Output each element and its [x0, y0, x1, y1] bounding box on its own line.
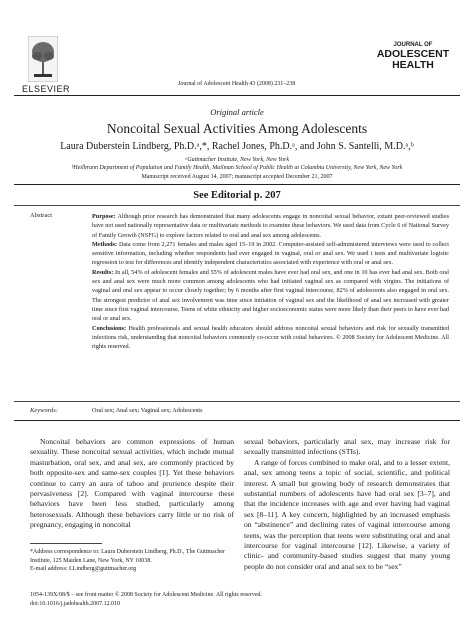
publisher-wordmark: ELSEVIER [22, 84, 71, 94]
results-label: Results: [92, 268, 114, 276]
brand-line-3: HEALTH [392, 59, 434, 71]
body-right-column [244, 437, 450, 572]
brand-line-1: JOURNAL OF [393, 42, 433, 48]
footnote-rule [30, 543, 102, 544]
header-rule [14, 95, 460, 96]
keywords-rule-top [14, 401, 460, 402]
article-title: Noncoital Sexual Activities Among Adolescents [106, 121, 368, 136]
doi-line[interactable]: doi:10.1016/j.jadohealth.2007.12.010 [30, 600, 121, 607]
editorial-rule-top [14, 184, 460, 185]
purpose-text: Although prior research has demonstrated that many adolescents engage in noncoital sexual behavior, extant peer-reviewed studies have not used nationally representative data or multivariate methods to examine these behaviors. We used data from Cycle 6 of National Survey of Family Growth (NSFG) to explore factors related to oral and anal sex among adolescents. [92, 213, 449, 239]
abstract-label: Abstract [30, 212, 53, 219]
conclusions-text: Health professionals and sexual health educators should address noncoital sexual behaviors and risk for sexually transmitted infections risk, understanding that noncoital behaviors commonly co-occur with coital behaviors. © 2008 Society for Adolescent Medicine. All rights reserved. [92, 324, 450, 351]
elsevier-tree-logo [28, 36, 58, 82]
abstract-purpose [92, 212, 449, 240]
brand-line-2: ADOLESCENT [376, 48, 450, 60]
results-text: In all, 54% of adolescent females and 55% of adolescent males have ever had oral sex, and one in 10 has ever had anal sex. Both oral sex and anal sex were much more common among adolescents who had initiated vaginal sex as compared with virgins. The initiations of vaginal and oral sex appear to occur closely together; by 6 months after first vaginal intercourse, 82% of adolescents also engaged in oral sex. The strongest predictor of anal sex involvement was time since initiation of vaginal sex and the likelihood of anal sex increased with greater time since first vaginal intercourse. Teens of white ethnicity and higher socioeconomic status were more likely than their peers to have ever had oral or anal sex. [92, 268, 449, 323]
abstract-rule-top [14, 205, 460, 206]
purpose-label: Purpose: [92, 213, 116, 220]
abstract-results [92, 268, 449, 324]
keywords-label: Keywords: [30, 407, 58, 414]
body-left-column [30, 437, 234, 531]
footnote-address: *Address correspondence to: Laura Duberstein Lindberg, Ph.D., The Guttmacher Institute, 125 Maiden Lane, New York, NY 10038. [30, 549, 226, 564]
methods-text: Data come from 2,271 females and males aged 15–19 in 2002. Computer-assisted self-administered interviews were used to collect sensitive information, including whether respondents had ever engaged in vaginal, oral or anal sex. We used t tests and multivariate logistic regression to test for differences and identify independent characteristics associated with experience with oral or anal sex. [92, 240, 450, 267]
publication-info [30, 591, 262, 608]
article-type: Original article [210, 107, 264, 117]
journal-citation: Journal of Adolescent Health 43 (2008) 231–238 [178, 81, 296, 87]
conclusions-label: Conclusions: [92, 324, 127, 332]
intro-paragraph-2: A range of forces combined to make oral, and to a lesser extent, anal, sex among teens a topic of social, scientific, and political interest. A small but growing body of research demonstrates that substantial numbers of adolescents have had oral sex [3–7], and that the incidence increases with age and ever having had vaginal sex [8–11]. A key concern, highlighted by an increased emphasis on “abstinence” and declining rates of vaginal intercourse among teens, was the perception that teens were substituting oral and anal intercourse for vaginal intercourse [12]. Likewise, a variety of clinic- and community-based studies suggest that many young people do not consider oral and anal sex to be “sex” [244, 457, 450, 571]
intro-paragraph-1: Noncoital behaviors are common expressions of human sexuality. These noncoital sexual activities, which include mutual masturbation, oral sex, and anal sex, are commonly practiced by both opposite-sex and same-sex couples [1]. Yet these behaviors continue to carry an aura of taboo and prurience despite their pervasiveness [2]. Compared with vaginal intercourse these behaviors have been less studied, particularly among heterosexuals. Although these behaviors carry little or no risk of pregnancy, engaging in noncoital [30, 437, 234, 530]
affiliation-a: ᵃGuttmacher Institute, New York, New York [184, 157, 290, 163]
footnote-email[interactable]: E-mail address: LLindberg@guttmacher.org [30, 566, 137, 572]
author-list: Laura Duberstein Lindberg, Ph.D.ᵃ,*, Rachel Jones, Ph.D.ᵃ, and John S. Santelli, M.D.ᵃ,ᵇ [60, 141, 414, 152]
intro-paragraph-continued: sexual behaviors, particularly anal sex, may increase risk for sexually transmitted infections (STIs). [244, 437, 450, 457]
affiliation-b: ᵇHeilbrunn Department of Population and Family Health, Mailman School of Public Health at Columbia University, New York, New York [71, 165, 403, 171]
received-dates: Manuscript received August 14, 2007; manuscript accepted December 21, 2007 [141, 174, 333, 180]
abstract-conclusions [92, 324, 449, 352]
see-editorial-link[interactable]: See Editorial p. 207 [193, 190, 281, 201]
keywords-list: Oral sex; Anal sex; Vaginal sex; Adolescents [92, 407, 203, 414]
issn-line: 1054-139X/08/$ – see front matter © 2008 Society for Adolescent Medicine. All rights reserved. [30, 592, 263, 598]
keywords-rule-bottom [14, 420, 460, 421]
methods-label: Methods: [92, 240, 118, 248]
correspondence-footnote [30, 548, 240, 574]
abstract-body [92, 212, 449, 351]
abstract-methods [92, 240, 449, 268]
journal-brand [368, 41, 458, 71]
